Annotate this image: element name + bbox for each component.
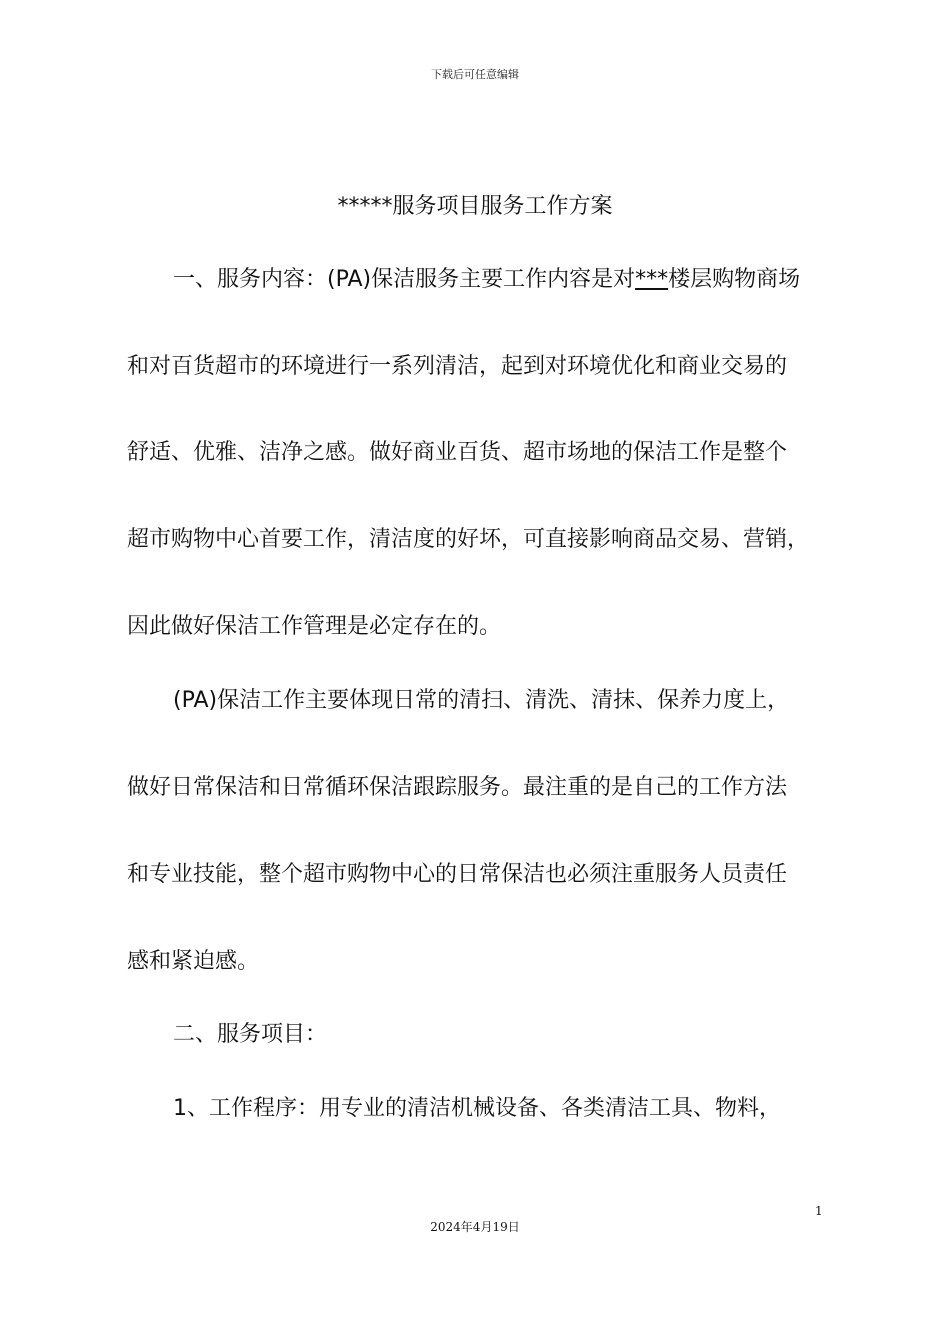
paragraph-line: 做好日常保洁和日常循环保洁跟踪服务。最注重的是自己的工作方法: [127, 775, 788, 800]
page-footer-date: 2024年4月19日: [430, 1220, 520, 1234]
section-heading: 二、服务项目：: [173, 1022, 328, 1047]
paragraph-line: 超市购物中心首要工作，清洁度的好坏，可直接影响商品交易、营销，: [127, 527, 810, 552]
paragraph-line: 和专业技能，整个超市购物中心的日常保洁也必须注重服务人员责任: [127, 862, 788, 887]
paragraph-line: 因此做好保洁工作管理是必定存在的。: [127, 614, 502, 639]
line-text: 楼层购物商场: [668, 267, 801, 292]
paragraph-line: 感和紧迫感。: [127, 949, 260, 974]
paragraph-line: 舒适、优雅、洁净之感。做好商业百货、超市场地的保洁工作是整个: [127, 440, 788, 465]
paragraph-line: 1、工作程序：用专业的清洁机械设备、各类清洁工具、物料，: [173, 1096, 781, 1121]
paragraph-line: (PA)保洁工作主要体现日常的清扫、清洗、清抹、保养力度上，: [173, 688, 790, 713]
page-number: 1: [815, 1204, 823, 1218]
paragraph-line: 和对百货超市的环境进行一系列清洁，起到对环境优化和商业交易的: [127, 354, 788, 379]
page-header: 下载后可任意编辑: [431, 68, 519, 81]
line-text: 一、服务内容：(PA)保洁服务主要工作内容是对: [173, 267, 636, 292]
paragraph-line: [173, 265, 800, 295]
underlined-placeholder: ***: [635, 267, 669, 292]
document-title: *****服务项目服务工作方案: [337, 194, 613, 219]
